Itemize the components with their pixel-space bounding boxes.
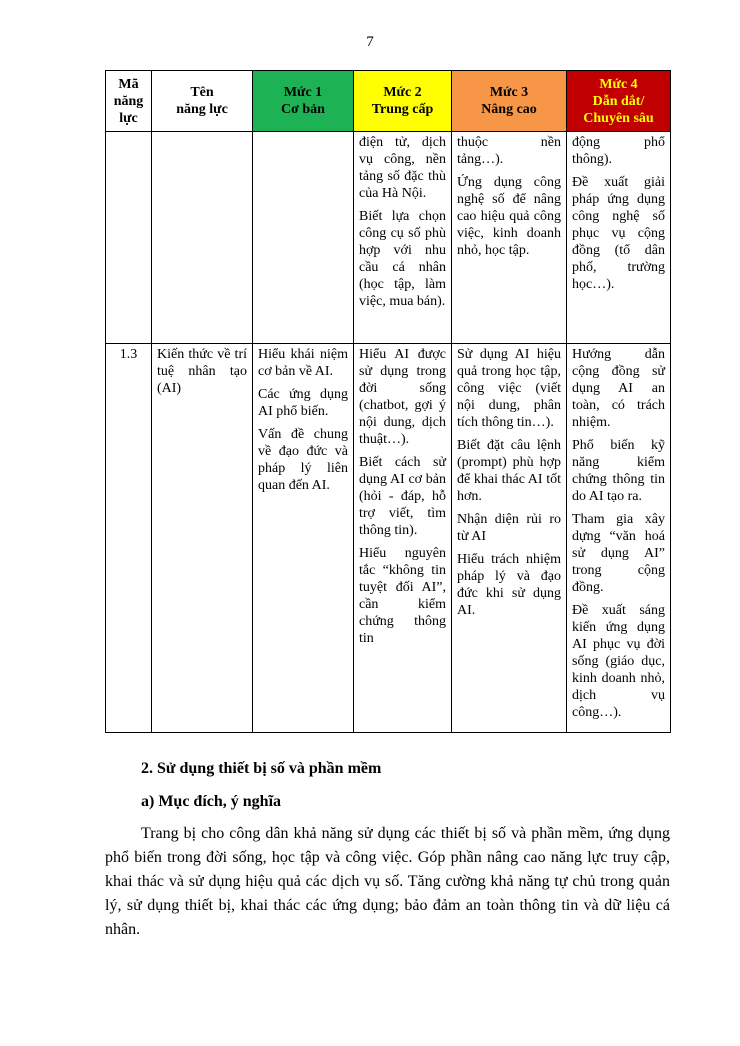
cell-level-2: Hiểu AI được sử dụng trong đời sống (chatbot, gợi ý nội dung, dịch thuật…). Biết cách sử dụng AI cơ bản (hỏi - đáp, hỗ trợ viết, tìm thông tin). Hiểu nguyên tắc “không tin tuyệt đối AI”, cần kiểm chứng thông tin — [354, 344, 452, 733]
header-level-3: Mức 3 Nâng cao — [452, 71, 567, 132]
header-name: Tên năng lực — [152, 71, 253, 132]
page-number: 7 — [366, 34, 374, 50]
table-row — [106, 344, 671, 733]
cell-level-2: điện tử, dịch vụ công, nền tảng số đặc thù của Hà Nội. Biết lựa chọn công cụ số phù hợp với nhu cầu cá nhân (học tập, làm việc, mua bán). — [354, 132, 452, 344]
cell-level-3: Sử dụng AI hiệu quả trong học tập, công việc (viết nội dung, phân tích thông tin…). Biết đặt câu lệnh (prompt) phù hợp để khai thác AI tốt hơn. Nhận diện rủi ro từ AI Hiểu trách nhiệm pháp lý và đạo đức khi sử dụng AI. — [452, 344, 567, 733]
header-level-1: Mức 1 Cơ bản — [253, 71, 354, 132]
body-paragraph: Trang bị cho công dân khả năng sử dụng các thiết bị số và phần mềm, ứng dụng phổ biến trong đời sống, học tập và công việc. Góp phần nâng cao năng lực truy cập, khai thác và sử dụng hiệu quả các dịch vụ số. Tăng cường khả năng tự chủ trong quản lý, sử dụng thiết bị, khai thác các ứng dụng; bảo đảm an toàn thông tin và dữ liệu cá nhân. — [105, 825, 670, 938]
header-level-2: Mức 2 Trung cấp — [354, 71, 452, 132]
cell-name: Kiến thức về trí tuệ nhân tạo (AI) — [152, 344, 253, 733]
header-code: Mã năng lực — [106, 71, 152, 132]
subsection-heading: a) Mục đích, ý nghĩa — [141, 793, 282, 810]
cell-level-4: động phổ thông). Đề xuất giải pháp ứng dụng công nghệ số phục vụ cộng đồng (tổ dân phố, trường học…). — [567, 132, 671, 344]
table-header-row — [106, 71, 671, 132]
cell-name — [152, 132, 253, 344]
section-heading: 2. Sử dụng thiết bị số và phần mềm — [141, 760, 382, 777]
cell-level-1: Hiểu khái niệm cơ bản về AI. Các ứng dụng AI phổ biến. Vấn đề chung về đạo đức và pháp lý liên quan đến AI. — [253, 344, 354, 733]
cell-level-4: Hướng dẫn cộng đồng sử dụng AI an toàn, có trách nhiệm. Phổ biến kỹ năng kiểm chứng thông tin do AI tạo ra. Tham gia xây dựng “văn hoá sử dụng AI” trong cộng đồng. Đề xuất sáng kiến ứng dụng AI phục vụ đời sống (giáo dục, kinh doanh nhỏ, dịch vụ công…). — [567, 344, 671, 733]
table-row — [106, 132, 671, 344]
cell-level-3: thuộc nền tảng…). Ứng dụng công nghệ số để nâng cao hiệu quả công việc, kinh doanh nhỏ, học tập. — [452, 132, 567, 344]
cell-code: 1.3 — [106, 344, 152, 733]
competency-table — [105, 70, 671, 733]
cell-code — [106, 132, 152, 344]
cell-level-1 — [253, 132, 354, 344]
header-level-4: Mức 4 Dẫn dắt/ Chuyên sâu — [567, 71, 671, 132]
